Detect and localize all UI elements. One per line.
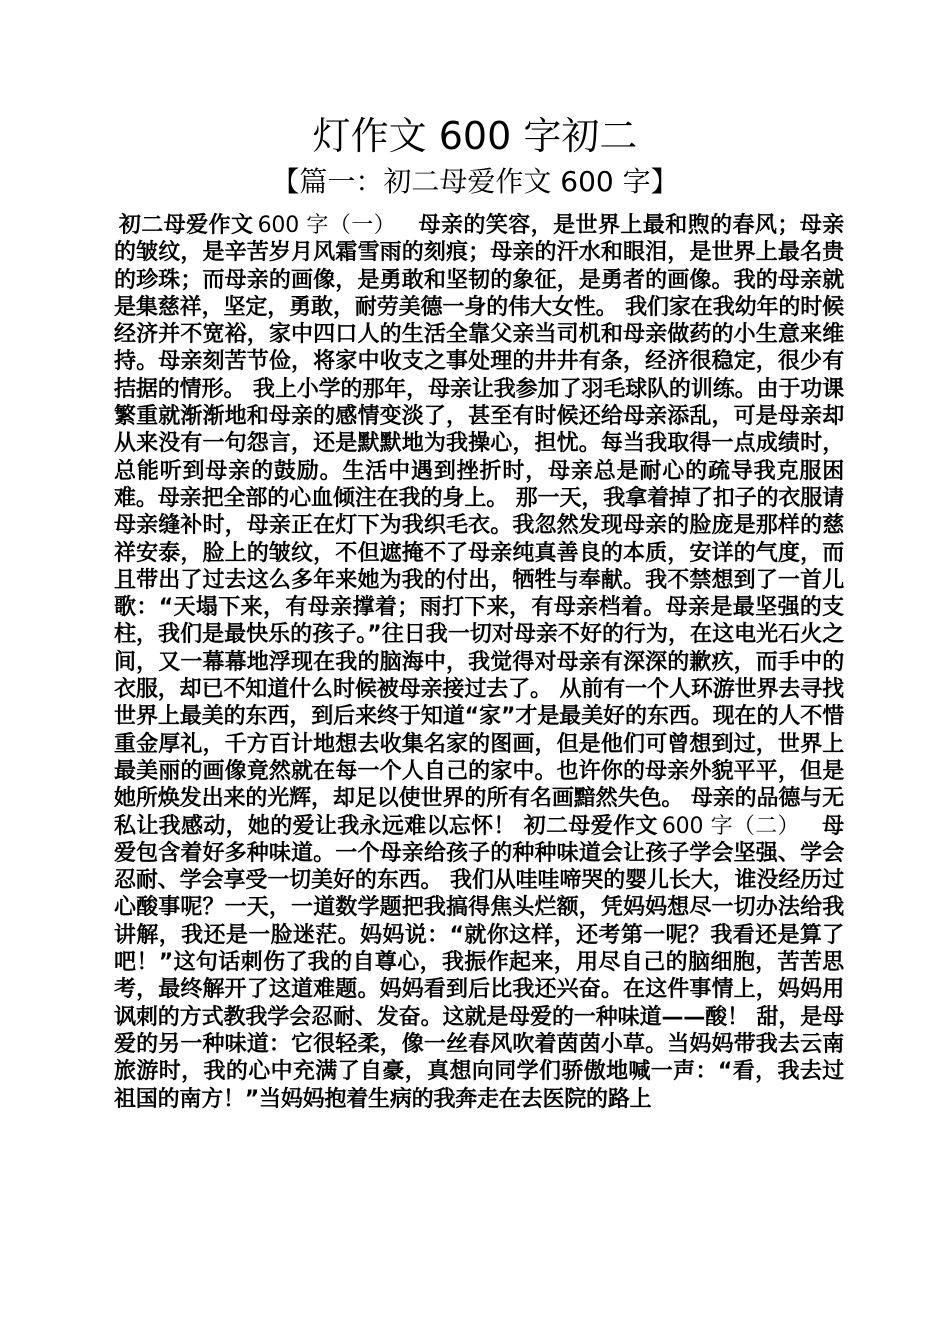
body-lead-normal: 600 字（一） xyxy=(257,213,397,238)
body-lead-bold: 初二母爱作文 xyxy=(118,213,254,238)
document-body xyxy=(114,212,844,1113)
body-paragraph-1: 母亲的笑容，是世界上最和煦的春风；母亲的皱纹，是辛苦岁月风霜雪雨的刻痕；母亲的汗水和眼泪，是世界上最名贵的珍珠；而母亲的画像，是勇敢和坚韧的象征，是勇者的画像。我的母亲就是集慈祥，坚定，勇敢，耐劳美德一身的伟大女性。 我们家在我幼年的时候经济并不宽裕，家中四口人的生活全靠父亲当司机和母亲做药的小生意来维持。母亲刻苦节俭，将家中收支之事处理的井井有条，经济很稳定，很少有拮据的情形。 我上小学的那年，母亲让我参加了羽毛球队的训练。由于功课繁重就渐渐地和母亲的感情变淡了，甚至有时候还给母亲添乱，可是母亲却从来没有一句怨言，还是默默地为我操心，担忧。每当我取得一点成绩时，总能听到母亲的鼓励。生活中遇到挫折时，母亲总是耐心的疏导我克服困难。母亲把全部的心血倾注在我的身上。 那一天，我拿着掉了扣子的衣服请母亲缝补时，母亲正在灯下为我织毛衣。我忽然发现母亲的脸庞是那样的慈祥安泰，脸上的皱纹，不但遮掩不了母亲纯真善良的本质，安详的气度，而且带出了过去这么多年来她为我的付出，牺牲与奉献。我不禁想到了一首儿歌：“天塌下来，有母亲撑着；雨打下来，有母亲档着。母亲是最坚强的支柱，我们是最快乐的孩子。”往日我一切对母亲不好的行为，在这电光石火之间，又一幕幕地浮现在我的脑海中，我觉得对母亲有深深的歉疚，而手中的衣服，却已不知道什么时候被母亲接过去了。 从前有一个人环游世界去寻找世界上最美的东西，到后来终于知道“家”才是最美好的东西。现在的人不惜重金厚礼，千方百计地想去收集名家的图画，但是他们可曾想到过，世界上最美丽的画像竟然就在每一个人自己的家中。也许你的母亲外貌平平，但是她所焕发出来的光辉，却足以使世界的所有名画黯然失色。 母亲的品德与无私让我感动，她的爱让我永远难以忘怀！ 初二母爱作文 xyxy=(114,213,844,839)
document-title: 灯作文 600 字初二 xyxy=(312,114,638,158)
body-paragraph-2: 母爱包含着好多种味道。一个母亲给孩子的种种味道会让孩子学会坚强、学会忍耐、学会享受一切美好的东西。 我们从哇哇啼哭的婴儿长大，谁没经历过心酸事呢？一天，一道数学题把我搞得焦头烂额，凭妈妈想尽一切办法给我讲解，我还是一脸迷茫。妈妈说：“就你这样，还考第一呢？我看还是算了吧！”这句话刺伤了我的自尊心，我振作起来，用尽自己的脑细胞，苦苦思考，最终解开了这道难题。妈妈看到后比我还兴奋。在这件事情上，妈妈用讽刺的方式教我学会忍耐、发奋。这就是母爱的一种味道——酸！ 甜，是母爱的另一种味道：它很轻柔，像一丝春风吹着茵茵小草。当妈妈带我去云南旅游时，我的心中充满了自豪，真想向同学们骄傲地喊一声：“看，我去过祖国的南方！”当妈妈抱着生病的我奔走在去医院的路上 xyxy=(114,813,844,1112)
document-subtitle: 【篇一：初二母爱作文 600 字】 xyxy=(271,165,679,198)
body-mid-normal: 600 字（二） xyxy=(661,813,800,839)
